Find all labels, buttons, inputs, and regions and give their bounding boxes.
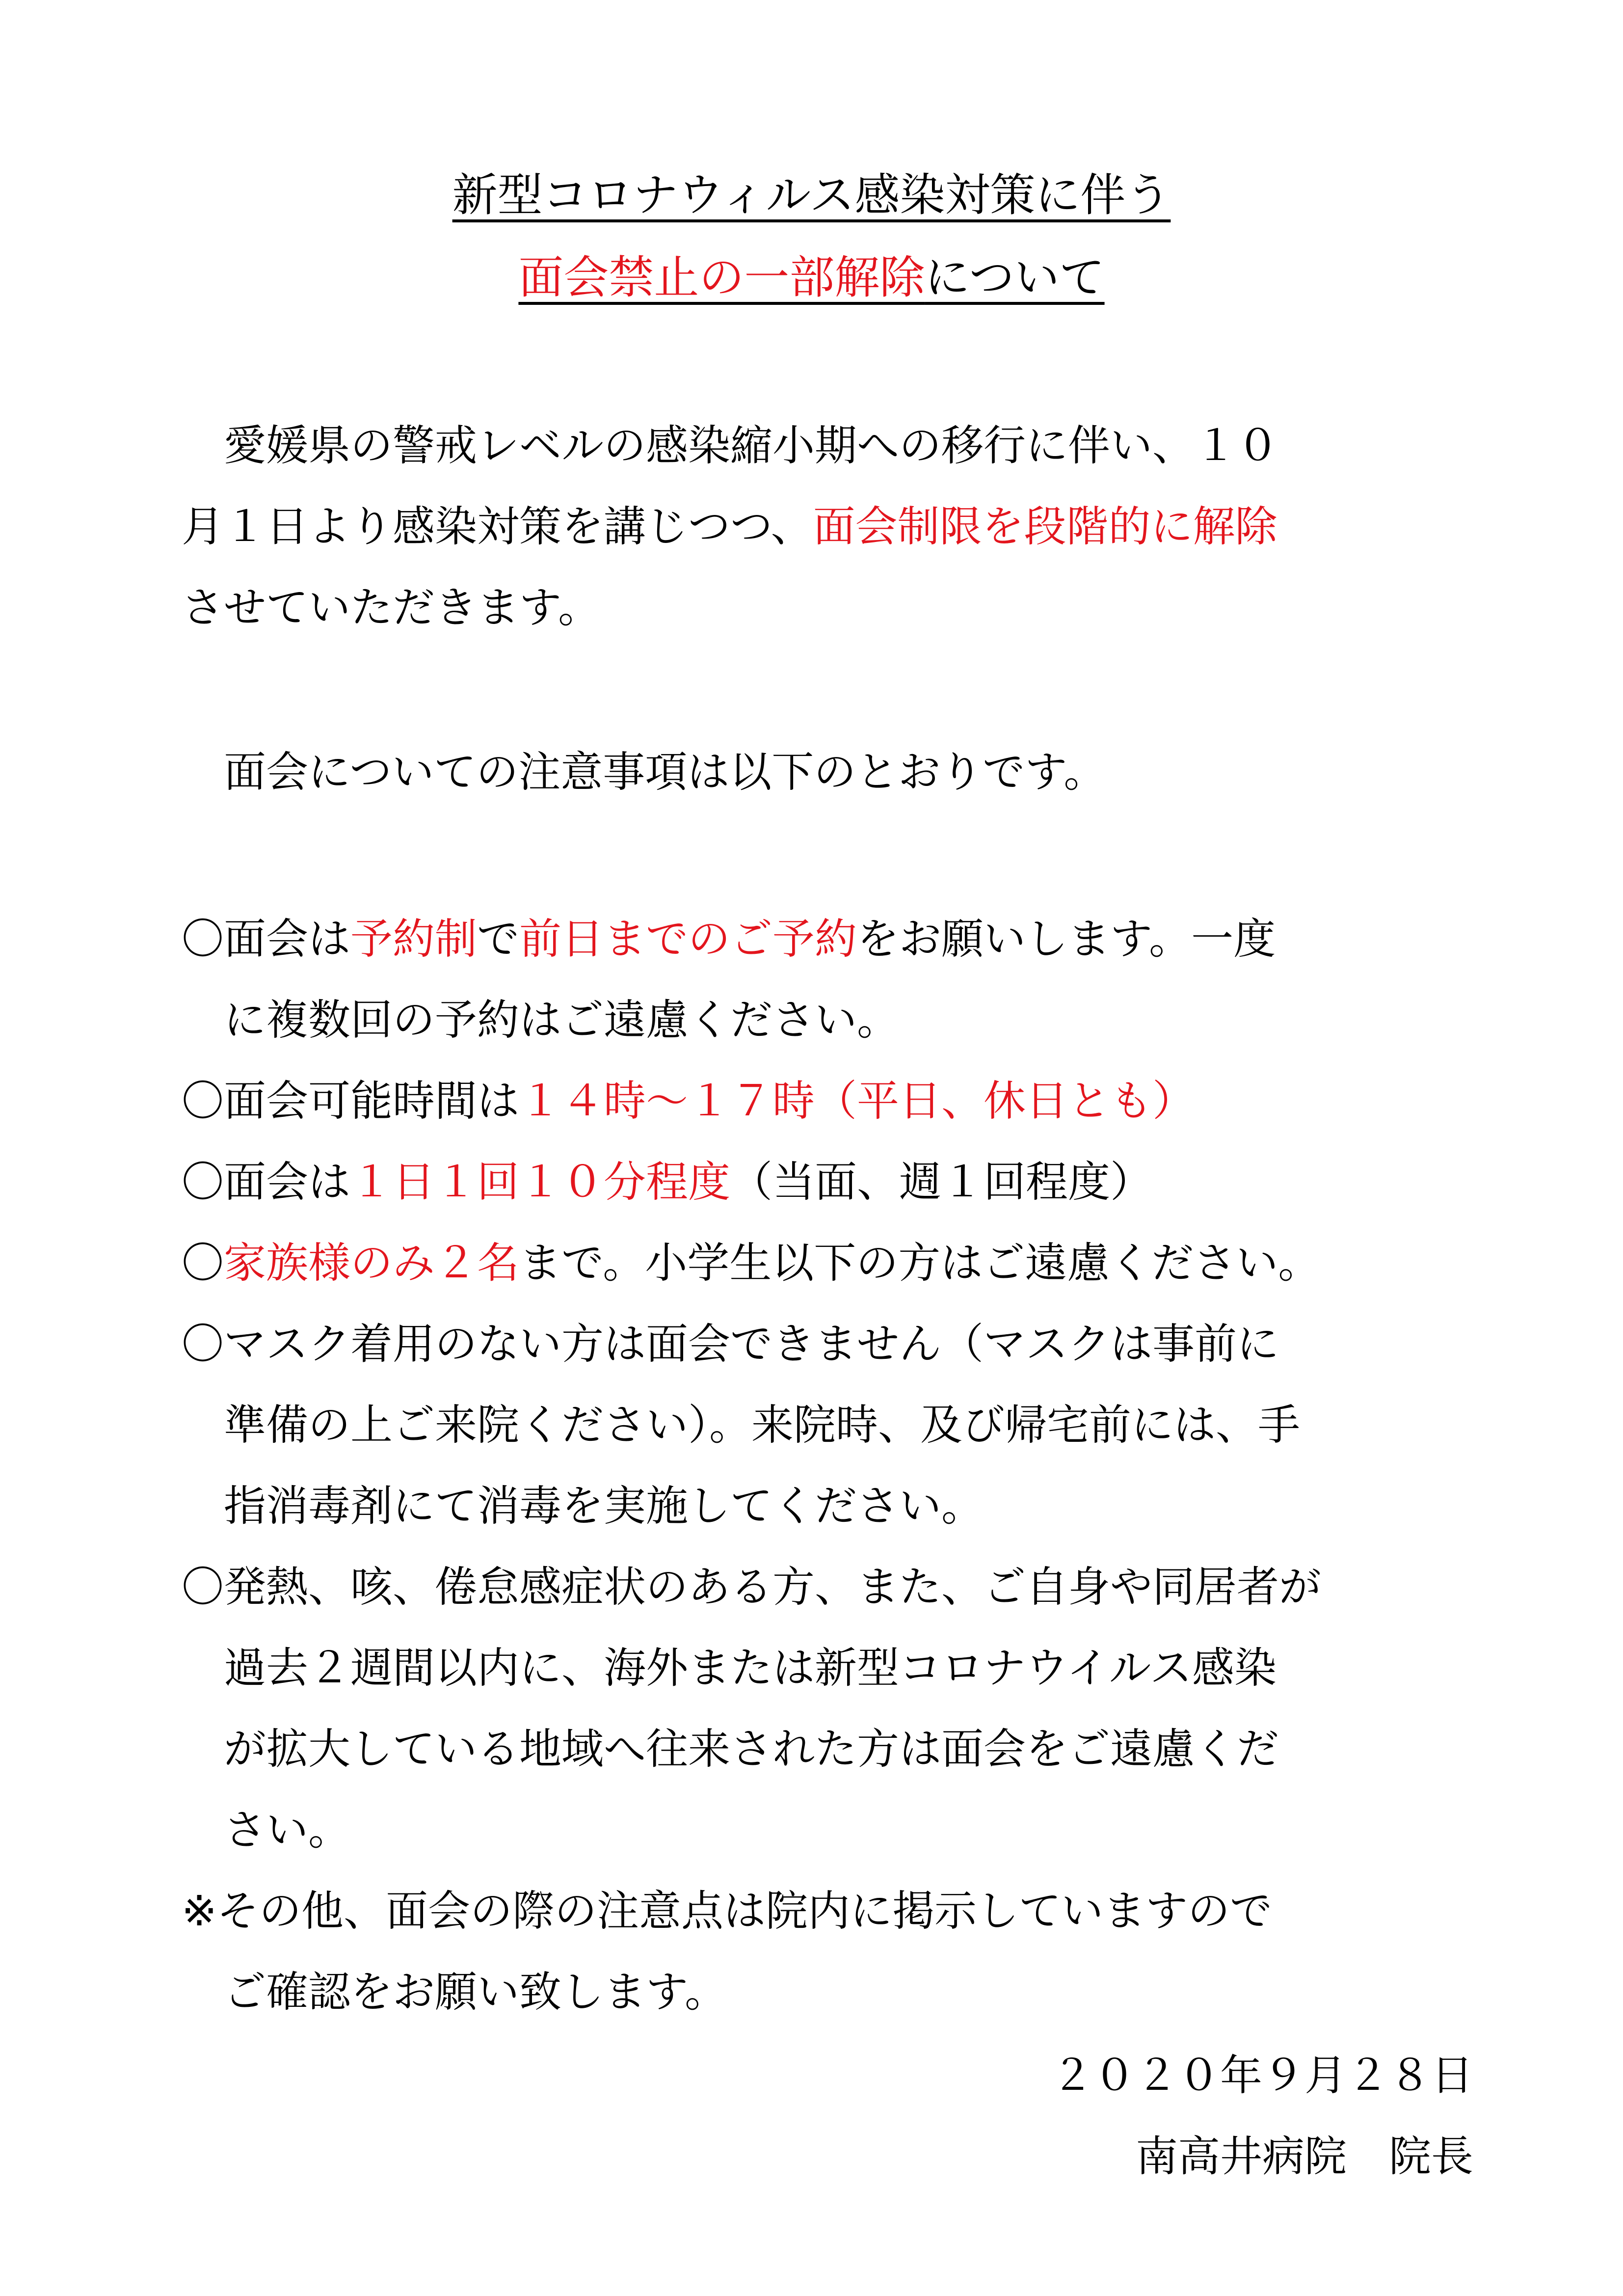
intro-text-2b: 面会制限を段階的に解除	[813, 502, 1277, 551]
item-3-text-a: 〇面会は	[182, 1158, 350, 1207]
item-5-line-3	[182, 1482, 984, 1531]
item-2-text-a: 〇面会可能時間は	[182, 1077, 519, 1126]
page-title-line-1	[0, 169, 1623, 221]
page-title-line-2	[0, 251, 1623, 304]
item-5-line-1	[182, 1320, 1279, 1369]
item-6-line-2	[182, 1644, 1277, 1693]
document-date	[1051, 2051, 1473, 2100]
intro-text-3: させていただきます。	[182, 583, 601, 632]
intro-line-2	[182, 502, 1277, 551]
item-1-line-1	[182, 915, 1276, 964]
intro-line-3	[182, 583, 601, 632]
item-6-text-d: さい。	[182, 1806, 350, 1855]
item-7-text-a: ※その他、面会の際の注意点は院内に掲示していますので	[182, 1887, 1273, 1936]
signature-text: 南高井病院 院長	[1136, 2132, 1473, 2181]
item-1-text-a: 〇面会は	[182, 915, 350, 964]
item-4-text-b: 家族様のみ２名	[224, 1239, 519, 1288]
date-text: ２０２０年９月２８日	[1051, 2051, 1473, 2100]
item-6-text-c: が拡大している地域へ往来された方は面会をご遠慮くだ	[182, 1725, 1279, 1774]
item-5-text-c: 指消毒剤にて消毒を実施してください。	[182, 1482, 984, 1531]
document-signature	[1136, 2132, 1473, 2181]
title-black-text: について	[925, 251, 1105, 304]
intro-line-1	[182, 421, 1279, 470]
item-1-text-e: をお願いします。一度	[857, 915, 1276, 964]
item-3-text-b: １日１回１０分程度	[350, 1158, 730, 1207]
title-text-1: 新型コロナウィルス感染対策に伴う	[452, 169, 1171, 221]
item-1-text-c: で	[477, 915, 519, 964]
item-3-line	[182, 1158, 1152, 1207]
item-7-text-b: ご確認をお願い致します。	[182, 1968, 727, 2017]
notice-line	[182, 748, 1106, 797]
title-red-text: 面会禁止の一部解除	[518, 251, 925, 304]
item-5-text-a: 〇マスク着用のない方は面会できません（マスクは事前に	[182, 1320, 1279, 1369]
item-3-text-c: （当面、週１回程度）	[730, 1158, 1152, 1207]
item-5-line-2	[182, 1401, 1300, 1450]
item-1-text-b: 予約制	[350, 915, 477, 964]
intro-text-1: 愛媛県の警戒レベルの感染縮小期への移行に伴い、１０	[182, 421, 1279, 470]
item-4-text-c: まで。小学生以下の方はご遠慮ください。	[519, 1239, 1321, 1288]
item-1-line-2	[182, 996, 899, 1045]
item-5-text-b: 準備の上ご来院ください）。来院時、及び帰宅前には、手	[182, 1401, 1300, 1450]
intro-text-2a: 月１日より感染対策を講じつつ、	[182, 502, 813, 551]
item-7-line-2	[182, 1968, 727, 2017]
item-2-text-b: １４時～１７時（平日、休日とも）	[519, 1077, 1195, 1126]
item-1-text-d: 前日までのご予約	[519, 915, 857, 964]
item-1-text-f: に複数回の予約はご遠慮ください。	[182, 996, 899, 1045]
item-6-text-a: 〇発熱、咳、倦怠感症状のある方、また、ご自身や同居者が	[182, 1563, 1321, 1612]
item-2-line	[182, 1077, 1195, 1126]
notice-text: 面会についての注意事項は以下のとおりです。	[182, 748, 1106, 797]
item-6-line-1	[182, 1563, 1321, 1612]
item-6-line-3	[182, 1725, 1279, 1774]
item-4-text-a: 〇	[182, 1239, 224, 1288]
item-4-line	[182, 1239, 1321, 1288]
item-6-line-4	[182, 1806, 350, 1855]
item-6-text-b: 過去２週間以内に、海外または新型コロナウイルス感染	[182, 1644, 1277, 1693]
item-7-line-1	[182, 1887, 1273, 1936]
